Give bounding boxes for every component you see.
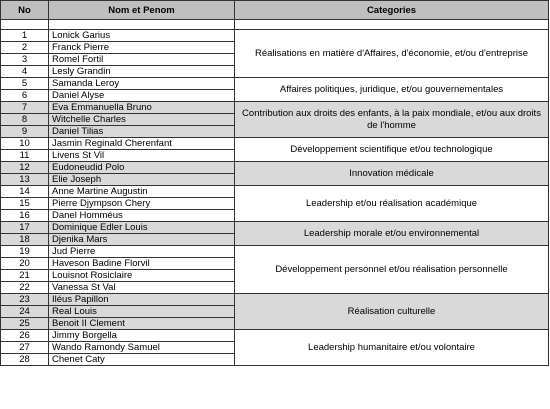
row-number: 7: [1, 102, 49, 114]
category-cell: Leadership et/ou réalisation académique: [235, 186, 549, 222]
table-row: [1, 246, 549, 258]
category-cell: Contribution aux droits des enfants, à la paix mondiale, et/ou aux droits de l'homme: [235, 102, 549, 138]
person-name: Pierre Djympson Chery: [49, 198, 235, 210]
person-name: Anne Martine Augustin: [49, 186, 235, 198]
row-number: 2: [1, 42, 49, 54]
row-number: 12: [1, 162, 49, 174]
row-number: 22: [1, 282, 49, 294]
row-number: 14: [1, 186, 49, 198]
table-row: [1, 330, 549, 342]
row-number: 26: [1, 330, 49, 342]
person-name: Haveson Badine Florvil: [49, 258, 235, 270]
row-number: 18: [1, 234, 49, 246]
table-row: [1, 78, 549, 90]
person-name: Livens St Vil: [49, 150, 235, 162]
row-number: 16: [1, 210, 49, 222]
row-number: 17: [1, 222, 49, 234]
person-name: Iléus Papillon: [49, 294, 235, 306]
header-row: [1, 1, 549, 20]
row-number: 6: [1, 90, 49, 102]
person-name: Vanessa St Val: [49, 282, 235, 294]
person-name: Witchelle Charles: [49, 114, 235, 126]
blank-cell: [1, 20, 49, 30]
header-name: Nom et Penom: [49, 1, 235, 20]
row-number: 9: [1, 126, 49, 138]
category-cell: Développement personnel et/ou réalisation personnelle: [235, 246, 549, 294]
person-name: Dominique Edler Louis: [49, 222, 235, 234]
person-name: Jud Pierre: [49, 246, 235, 258]
table-row: [1, 102, 549, 114]
row-number: 1: [1, 30, 49, 42]
category-cell: Réalisation culturelle: [235, 294, 549, 330]
row-number: 21: [1, 270, 49, 282]
category-cell: Affaires politiques, juridique, et/ou gouvernementales: [235, 78, 549, 102]
table-row: [1, 162, 549, 174]
row-number: 4: [1, 66, 49, 78]
person-name: Wando Ramondy Samuel: [49, 342, 235, 354]
person-name: Eva Emmanuella Bruno: [49, 102, 235, 114]
row-number: 13: [1, 174, 49, 186]
row-number: 20: [1, 258, 49, 270]
blank-cell: [49, 20, 235, 30]
category-cell: Leadership morale et/ou environnemental: [235, 222, 549, 246]
row-number: 23: [1, 294, 49, 306]
person-name: Daniel Tilias: [49, 126, 235, 138]
person-name: Benoit II Clement: [49, 318, 235, 330]
category-cell: Leadership humanitaire et/ou volontaire: [235, 330, 549, 366]
category-cell: Développement scientifique et/ou technologique: [235, 138, 549, 162]
row-number: 8: [1, 114, 49, 126]
header-no: No: [1, 1, 49, 20]
blank-cell: [235, 20, 549, 30]
person-name: Djenika Mars: [49, 234, 235, 246]
table-row: [1, 222, 549, 234]
row-number: 15: [1, 198, 49, 210]
person-name: Elie Joseph: [49, 174, 235, 186]
person-name: Chenet Caty: [49, 354, 235, 366]
person-name: Daniel Alyse: [49, 90, 235, 102]
category-cell: Réalisations en matière d'Affaires, d'économie, et/ou d'entreprise: [235, 30, 549, 78]
header-category: Categories: [235, 1, 549, 20]
row-number: 19: [1, 246, 49, 258]
person-name: Danel Homméus: [49, 210, 235, 222]
person-name: Jimmy Borgella: [49, 330, 235, 342]
table-row: [1, 138, 549, 150]
person-name: Real Louis: [49, 306, 235, 318]
row-number: 27: [1, 342, 49, 354]
person-name: Lonick Garius: [49, 30, 235, 42]
person-name: Samanda Leroy: [49, 78, 235, 90]
row-number: 3: [1, 54, 49, 66]
row-number: 11: [1, 150, 49, 162]
row-number: 10: [1, 138, 49, 150]
person-name: Jasmin Reginald Cherenfant: [49, 138, 235, 150]
row-number: 25: [1, 318, 49, 330]
person-name: Lesly Grandin: [49, 66, 235, 78]
row-number: 5: [1, 78, 49, 90]
row-number: 28: [1, 354, 49, 366]
table-row: [1, 30, 549, 42]
person-name: Louisnot Rosiclaire: [49, 270, 235, 282]
person-name: Romel Fortil: [49, 54, 235, 66]
person-name: Eudoneudid Polo: [49, 162, 235, 174]
category-cell: Innovation médicale: [235, 162, 549, 186]
table-body: [1, 20, 549, 366]
table-row: [1, 186, 549, 198]
person-name: Franck Pierre: [49, 42, 235, 54]
row-number: 24: [1, 306, 49, 318]
blank-row: [1, 20, 549, 30]
table-row: [1, 294, 549, 306]
